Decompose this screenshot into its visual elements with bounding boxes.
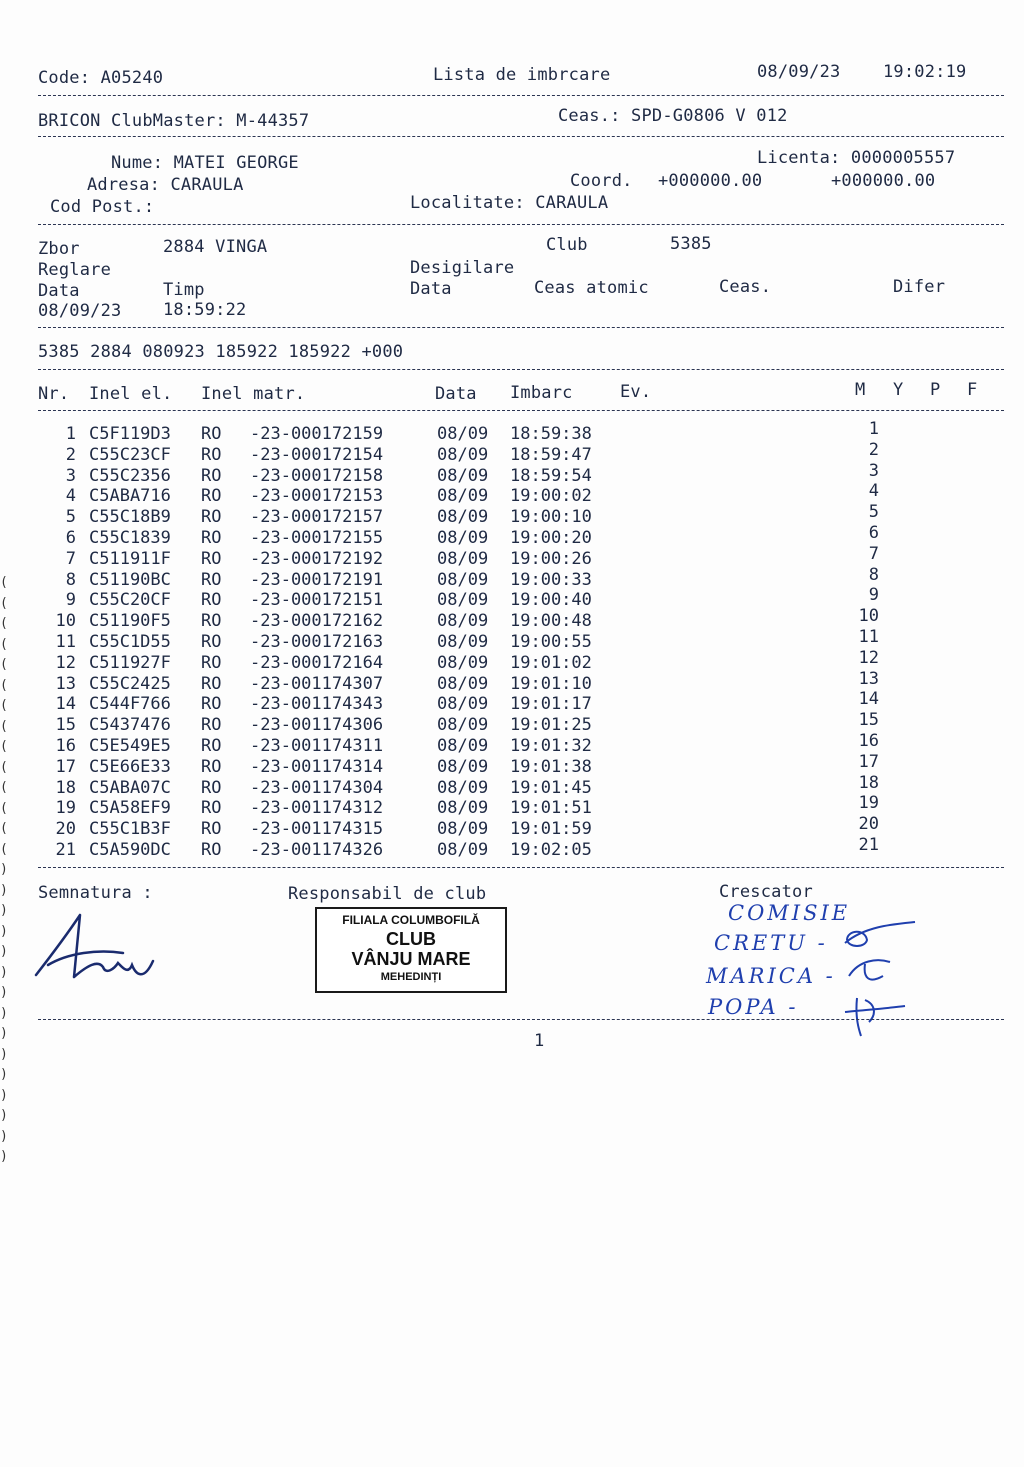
edge-mark: ( (0, 739, 8, 754)
cell-time: 19:01:10 (510, 673, 592, 694)
club-label: Club (546, 235, 588, 255)
coord-x: +000000.00 (658, 171, 763, 191)
edge-mark: ) (0, 862, 8, 877)
cell-m: 11 (858, 627, 879, 647)
cell-nr: 20 (55, 819, 76, 840)
cell-nr: 21 (55, 840, 76, 860)
cell-m: 5 (868, 502, 879, 523)
col-y: Y (893, 380, 904, 400)
cell-inel-matr: -23-001174314 (250, 756, 384, 777)
cell-country: RO (201, 569, 222, 590)
divider (38, 1019, 1004, 1020)
cell-country: RO (201, 652, 222, 673)
cell-nr: 12 (55, 652, 76, 673)
cell-inel-el: C5A58EF9 (89, 798, 171, 819)
edge-mark: ) (0, 1108, 8, 1123)
program-id: BRICON ClubMaster: M-44357 (38, 111, 310, 131)
cell-time: 19:01:02 (510, 652, 592, 673)
cell-time: 18:59:38 (510, 424, 592, 444)
divider (38, 410, 1004, 411)
edge-mark: ) (0, 1026, 8, 1041)
cell-time: 19:01:59 (510, 819, 592, 840)
owner-name: Nume: MATEI GEORGE (111, 153, 299, 173)
cell-inel-matr: -23-000172151 (250, 590, 384, 611)
summary-line: 5385 2884 080923 185922 185922 +000 (38, 342, 404, 362)
cell-time: 19:00:02 (510, 486, 592, 507)
col-imbarc: Imbarc (510, 383, 573, 403)
cell-m: 21 (858, 835, 879, 855)
cell-nr: 11 (55, 632, 76, 652)
cell-inel-matr: -23-001174312 (250, 798, 384, 819)
stamp-line: VÂNJU MARE (351, 949, 471, 969)
cell-date: 08/09 (437, 756, 489, 777)
atomic-clock-label: Ceas atomic (534, 278, 649, 298)
document-title: Lista de imbrcare (433, 65, 611, 85)
cell-date: 08/09 (437, 528, 489, 548)
cell-time: 19:00:20 (510, 528, 592, 548)
cell-inel-el: C5ABA07C (89, 777, 171, 798)
cell-m: 20 (858, 814, 879, 835)
cell-nr: 17 (55, 756, 76, 777)
divider (38, 224, 1004, 225)
cell-inel-matr: -23-000172157 (250, 507, 384, 528)
edge-mark: ( (0, 698, 8, 713)
cell-inel-matr: -23-000172153 (250, 486, 384, 507)
cell-country: RO (201, 590, 222, 611)
print-time: 19:02:19 (883, 62, 967, 82)
cell-nr: 18 (55, 777, 76, 798)
cell-time: 19:00:10 (510, 507, 592, 528)
data-label: Data (410, 279, 452, 299)
cell-country: RO (201, 819, 222, 840)
col-data: Data (435, 384, 477, 404)
cell-date: 08/09 (437, 819, 489, 840)
cell-time: 19:02:05 (510, 840, 592, 860)
divider (38, 95, 1004, 96)
cell-inel-el: C51190BC (89, 569, 171, 590)
cell-m: 7 (868, 543, 879, 564)
cell-m: 1 (868, 419, 879, 439)
cell-time: 19:00:48 (510, 611, 592, 632)
edge-mark: ) (0, 1087, 8, 1103)
club-responsible-label: Responsabil de club (288, 884, 487, 904)
desigilare-label: Desigilare (410, 258, 515, 278)
license-number: Licenta: 0000005557 (757, 148, 956, 168)
reglare-date: 08/09/23 (38, 301, 122, 321)
print-date: 08/09/23 (757, 62, 841, 82)
edge-mark: ) (0, 1046, 8, 1062)
cell-inel-matr: -23-000172164 (250, 652, 384, 673)
col-inel-matr: Inel matr. (201, 384, 306, 404)
cell-country: RO (201, 798, 222, 819)
edge-mark: ( (0, 841, 8, 857)
cell-inel-el: C5ABA716 (89, 486, 171, 507)
cell-date: 08/09 (437, 777, 489, 798)
document-code: Code: A05240 (38, 68, 164, 88)
owner-address: Adresa: CARAULA (87, 175, 244, 195)
cell-nr: 4 (65, 486, 76, 507)
cell-nr: 10 (55, 611, 76, 632)
cell-time: 19:00:40 (510, 590, 592, 611)
cell-date: 08/09 (437, 694, 489, 715)
cell-m: 17 (858, 751, 879, 772)
cell-inel-el: C55C1D55 (89, 632, 171, 652)
cell-inel-matr: -23-000172163 (250, 632, 384, 652)
cell-date: 08/09 (437, 632, 489, 652)
flight-value: 2884 VINGA (163, 237, 268, 257)
edge-mark: ( (0, 657, 8, 672)
edge-mark: ) (0, 944, 8, 959)
cell-nr: 6 (65, 528, 76, 548)
handwritten-commission: COMISIE (728, 901, 851, 925)
cell-inel-el: C5437476 (89, 715, 171, 736)
edge-mark: ) (0, 1005, 8, 1021)
locality: Localitate: CARAULA (410, 193, 609, 213)
cell-m: 14 (858, 689, 879, 710)
cell-time: 19:00:55 (510, 632, 592, 652)
col-p: P (930, 380, 941, 400)
edge-mark: ( (0, 677, 8, 693)
divider (38, 867, 1004, 868)
edge-mark: ) (0, 1149, 8, 1164)
edge-mark: ) (0, 985, 8, 1000)
cell-time: 19:01:32 (510, 736, 592, 756)
cell-nr: 9 (65, 590, 76, 611)
cell-inel-matr: -23-000172154 (250, 444, 384, 465)
cell-m: 13 (858, 668, 879, 689)
cell-m: 2 (868, 439, 879, 460)
divider (38, 369, 1004, 370)
edge-mark: ) (0, 923, 8, 939)
divider (38, 327, 1004, 328)
cell-country: RO (201, 424, 222, 444)
cell-nr: 16 (55, 736, 76, 756)
cell-inel-el: C544F766 (89, 694, 171, 715)
cell-m: 12 (858, 647, 879, 668)
cell-m: 3 (868, 460, 879, 481)
cell-nr: 19 (55, 798, 76, 819)
cell-date: 08/09 (437, 590, 489, 611)
data-label: Data (38, 281, 80, 301)
cell-time: 18:59:54 (510, 465, 592, 486)
cell-inel-matr: -23-001174304 (250, 777, 384, 798)
cell-inel-el: C5F119D3 (89, 424, 171, 444)
cell-inel-el: C5E549E5 (89, 736, 171, 756)
cell-inel-matr: -23-001174315 (250, 819, 384, 840)
cell-inel-el: C55C18B9 (89, 507, 171, 528)
cell-nr: 1 (65, 424, 76, 444)
cell-country: RO (201, 611, 222, 632)
cell-inel-matr: -23-001174306 (250, 715, 384, 736)
edge-mark: ( (0, 821, 8, 836)
cell-m: 9 (868, 585, 879, 606)
signature-label: Semnatura : (38, 883, 153, 903)
edge-mark: ( (0, 800, 8, 816)
edge-mark: ( (0, 595, 8, 611)
cell-inel-el: C55C20CF (89, 590, 171, 611)
edge-mark: ) (0, 1128, 8, 1144)
club-stamp (315, 907, 507, 993)
cell-m: 4 (868, 481, 879, 502)
cell-country: RO (201, 840, 222, 860)
cell-nr: 15 (55, 715, 76, 736)
cell-inel-el: C55C1B3F (89, 819, 171, 840)
col-m: M (855, 380, 866, 400)
edge-mark: ) (0, 903, 8, 918)
cell-date: 08/09 (437, 673, 489, 694)
cell-country: RO (201, 444, 222, 465)
edge-mark: ( (0, 718, 8, 734)
difference-label: Difer (893, 277, 946, 297)
cell-country: RO (201, 756, 222, 777)
coord-label: Coord. (570, 171, 633, 191)
cell-inel-matr: -23-001174343 (250, 694, 384, 715)
cell-inel-el: C511911F (89, 548, 171, 569)
cell-m: 18 (858, 772, 879, 793)
cell-time: 19:01:25 (510, 715, 592, 736)
edge-mark: ( (0, 616, 8, 631)
cell-date: 08/09 (437, 652, 489, 673)
cell-inel-el: C5A590DC (89, 840, 171, 860)
cell-country: RO (201, 736, 222, 756)
cell-date: 08/09 (437, 465, 489, 486)
cell-nr: 7 (65, 548, 76, 569)
cell-time: 19:01:38 (510, 756, 592, 777)
cell-m: 16 (858, 731, 879, 751)
divider (38, 136, 1004, 137)
stamp-line: FILIALA COLUMBOFILĂ (342, 913, 480, 927)
cell-m: 8 (868, 564, 879, 585)
edge-mark: ( (0, 636, 8, 652)
cell-inel-el: C51190F5 (89, 611, 171, 632)
edge-mark: ( (0, 780, 8, 795)
cell-date: 08/09 (437, 611, 489, 632)
handwritten-name: POPA - (708, 995, 799, 1019)
cell-inel-el: C5E66E33 (89, 756, 171, 777)
stamp-line: MEHEDINȚI (380, 971, 442, 983)
cell-time: 19:01:45 (510, 777, 592, 798)
stamp-line: CLUB (386, 929, 436, 949)
col-inel-el: Inel el. (89, 384, 173, 404)
cell-country: RO (201, 507, 222, 528)
handwritten-name: CRETU - (714, 931, 828, 955)
cell-time: 18:59:47 (510, 444, 592, 465)
handwritten-initials (835, 918, 925, 1043)
cell-m: 6 (868, 523, 879, 543)
handwritten-name: MARICA - (706, 964, 836, 988)
clock-id: Ceas.: SPD-G0806 V 012 (558, 106, 788, 126)
cell-nr: 14 (55, 694, 76, 715)
cell-inel-el: C55C23CF (89, 444, 171, 465)
cell-m: 19 (858, 793, 879, 814)
edge-mark: ( (0, 575, 8, 590)
cell-nr: 5 (65, 507, 76, 528)
cell-inel-matr: -23-000172158 (250, 465, 384, 486)
reglare-label: Reglare (38, 260, 112, 280)
cell-inel-el: C55C2356 (89, 465, 171, 486)
cell-country: RO (201, 673, 222, 694)
reglare-time: 18:59:22 (163, 300, 247, 320)
edge-mark: ( (0, 759, 8, 775)
page-number: 1 (534, 1031, 545, 1051)
col-nr: Nr. (38, 384, 70, 404)
edge-mark: ) (0, 882, 8, 898)
cell-date: 08/09 (437, 736, 489, 756)
col-ev: Ev. (620, 382, 652, 402)
cell-time: 19:01:17 (510, 694, 592, 715)
cell-country: RO (201, 632, 222, 652)
cell-date: 08/09 (437, 486, 489, 507)
cell-inel-matr: -23-000172162 (250, 611, 384, 632)
table-row (0, 835, 1024, 861)
coord-y: +000000.00 (831, 171, 936, 191)
cell-nr: 8 (65, 569, 76, 590)
timp-label: Timp (163, 280, 205, 300)
cell-inel-matr: -23-001174326 (250, 840, 384, 860)
flight-label: Zbor (38, 239, 80, 259)
cell-country: RO (201, 694, 222, 715)
cell-date: 08/09 (437, 798, 489, 819)
cell-date: 08/09 (437, 424, 489, 444)
cell-inel-matr: -23-000172155 (250, 528, 384, 548)
cell-inel-el: C55C2425 (89, 673, 171, 694)
cell-inel-matr: -23-001174307 (250, 673, 384, 694)
cell-m: 15 (858, 710, 879, 731)
cell-time: 19:00:26 (510, 548, 592, 569)
cell-country: RO (201, 777, 222, 798)
cell-date: 08/09 (437, 840, 489, 860)
cell-date: 08/09 (437, 569, 489, 590)
cell-nr: 2 (65, 444, 76, 465)
postal-code: Cod Post.: (50, 197, 155, 217)
cell-inel-el: C55C1839 (89, 528, 171, 548)
cell-inel-el: C511927F (89, 652, 171, 673)
handwritten-signature (28, 905, 163, 987)
cell-date: 08/09 (437, 715, 489, 736)
breeder-label: Crescator (719, 882, 813, 902)
col-f: F (967, 380, 978, 400)
cell-country: RO (201, 486, 222, 507)
cell-nr: 13 (55, 673, 76, 694)
cell-inel-matr: -23-000172191 (250, 569, 384, 590)
cell-time: 19:00:33 (510, 569, 592, 590)
cell-country: RO (201, 548, 222, 569)
edge-mark: ) (0, 1067, 8, 1082)
cell-m: 10 (858, 606, 879, 627)
cell-date: 08/09 (437, 444, 489, 465)
cell-date: 08/09 (437, 548, 489, 569)
cell-inel-matr: -23-000172192 (250, 548, 384, 569)
cell-nr: 3 (65, 465, 76, 486)
cell-country: RO (201, 715, 222, 736)
clock-label: Ceas. (719, 277, 772, 297)
edge-mark: ) (0, 964, 8, 980)
cell-inel-matr: -23-000172159 (250, 424, 384, 444)
cell-time: 19:01:51 (510, 798, 592, 819)
club-value: 5385 (670, 234, 712, 254)
cell-date: 08/09 (437, 507, 489, 528)
cell-inel-matr: -23-001174311 (250, 736, 384, 756)
cell-country: RO (201, 528, 222, 548)
cell-country: RO (201, 465, 222, 486)
